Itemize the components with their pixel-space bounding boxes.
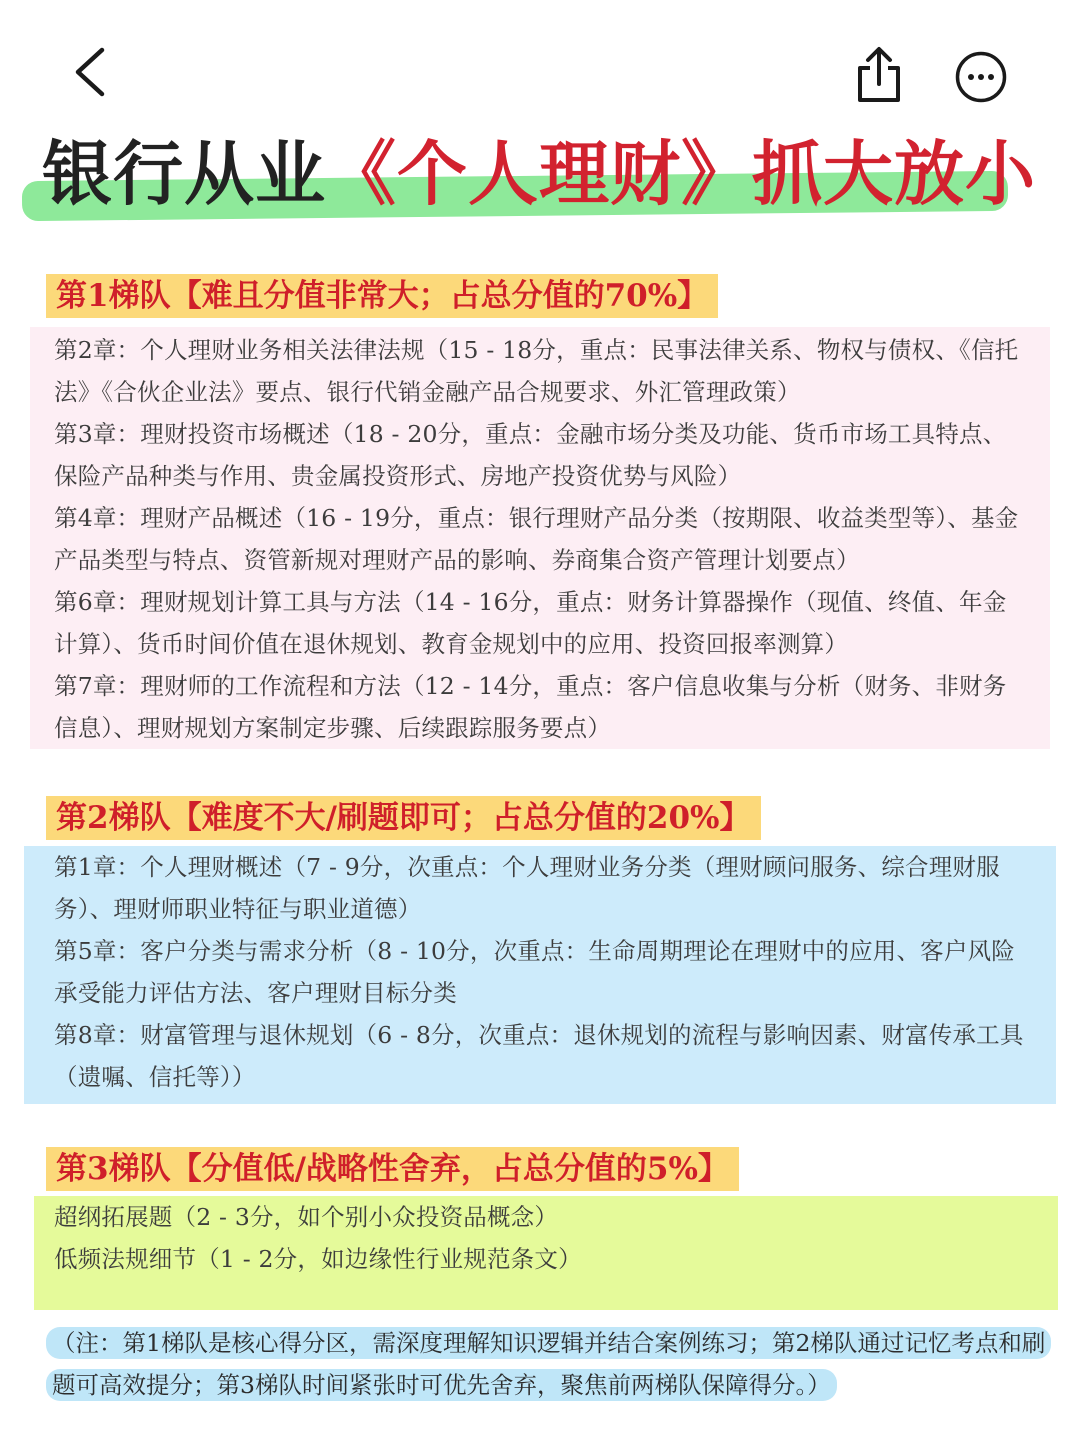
tier2-item: 第5章：客户分类与需求分析（8 - 10分，次重点：生命周期理论在理财中的应用、客户风险承受能力评估方法、客户理财目标分类 — [54, 937, 1015, 1007]
page-title — [42, 132, 1036, 216]
tier2-content-box — [24, 846, 1056, 1104]
tier1-item: 第6章：理财规划计算工具与方法（14 - 16分，重点：财务计算器操作（现值、终值、年金计算）、货币时间价值在退休规划、教育金规划中的应用、投资回报率测算） — [54, 588, 1007, 658]
footnote-text: （注：第1梯队是核心得分区，需深度理解知识逻辑并结合案例练习；第2梯队通过记忆考点和刷题可高效提分；第3梯队时间紧张时可优先舍弃，聚焦前两梯队保障得分。） — [46, 1327, 1051, 1401]
more-options-button[interactable] — [954, 50, 1008, 104]
tier2-item: 第1章：个人理财概述（7 - 9分，次重点：个人理财业务分类（理财顾问服务、综合理财服务）、理财师职业特征与职业道德） — [54, 853, 1000, 923]
tier3-content-box — [34, 1196, 1058, 1310]
share-icon — [852, 46, 906, 104]
top-nav-bar — [0, 0, 1080, 130]
tier1-item: 第2章：个人理财业务相关法律法规（15 - 18分，重点：民事法律关系、物权与债权、《信托法》《合伙企业法》要点、银行代销金融产品合规要求、外汇管理政策） — [54, 336, 1019, 406]
tier2-item: 第8章：财富管理与退休规划（6 - 8分，次重点：退休规划的流程与影响因素、财富传承工具（遗嘱、信托等）） — [54, 1021, 1024, 1091]
chevron-left-icon — [64, 44, 120, 100]
tier3-heading: 第3梯队【分值低/战略性舍弃，占总分值的5%】 — [46, 1147, 739, 1191]
tier1-item: 第4章：理财产品概述（16 - 19分，重点：银行理财产品分类（按期限、收益类型等）、基金产品类型与特点、资管新规对理财产品的影响、券商集合资产管理计划要点） — [54, 504, 1019, 574]
tier1-item: 第3章：理财投资市场概述（18 - 20分，重点：金融市场分类及功能、货币市场工具特点、保险产品种类与作用、贵金属投资形式、房地产投资优势与风险） — [54, 420, 1007, 490]
tier2-heading: 第2梯队【难度不大/刷题即可；占总分值的20%】 — [46, 796, 761, 840]
share-button[interactable] — [852, 46, 906, 104]
title-part-1: 银行从业 — [42, 132, 326, 215]
tier3-item: 低频法规细节（1 - 2分，如边缘性行业规范条文） — [54, 1245, 582, 1273]
title-part-2: 《个人理财》抓大放小 — [326, 132, 1036, 215]
more-icon — [954, 50, 1008, 104]
footnote — [46, 1322, 1046, 1406]
tier1-heading: 第1梯队【难且分值非常大；占总分值的70%】 — [46, 274, 718, 318]
tier1-item: 第7章：理财师的工作流程和方法（12 - 14分，重点：客户信息收集与分析（财务、非财务信息）、理财规划方案制定步骤、后续跟踪服务要点） — [54, 672, 1007, 742]
title-block — [20, 132, 1036, 224]
tier3-item: 超纲拓展题（2 - 3分，如个别小众投资品概念） — [54, 1203, 559, 1231]
tier1-content-box — [30, 327, 1050, 749]
back-button[interactable] — [64, 44, 120, 100]
